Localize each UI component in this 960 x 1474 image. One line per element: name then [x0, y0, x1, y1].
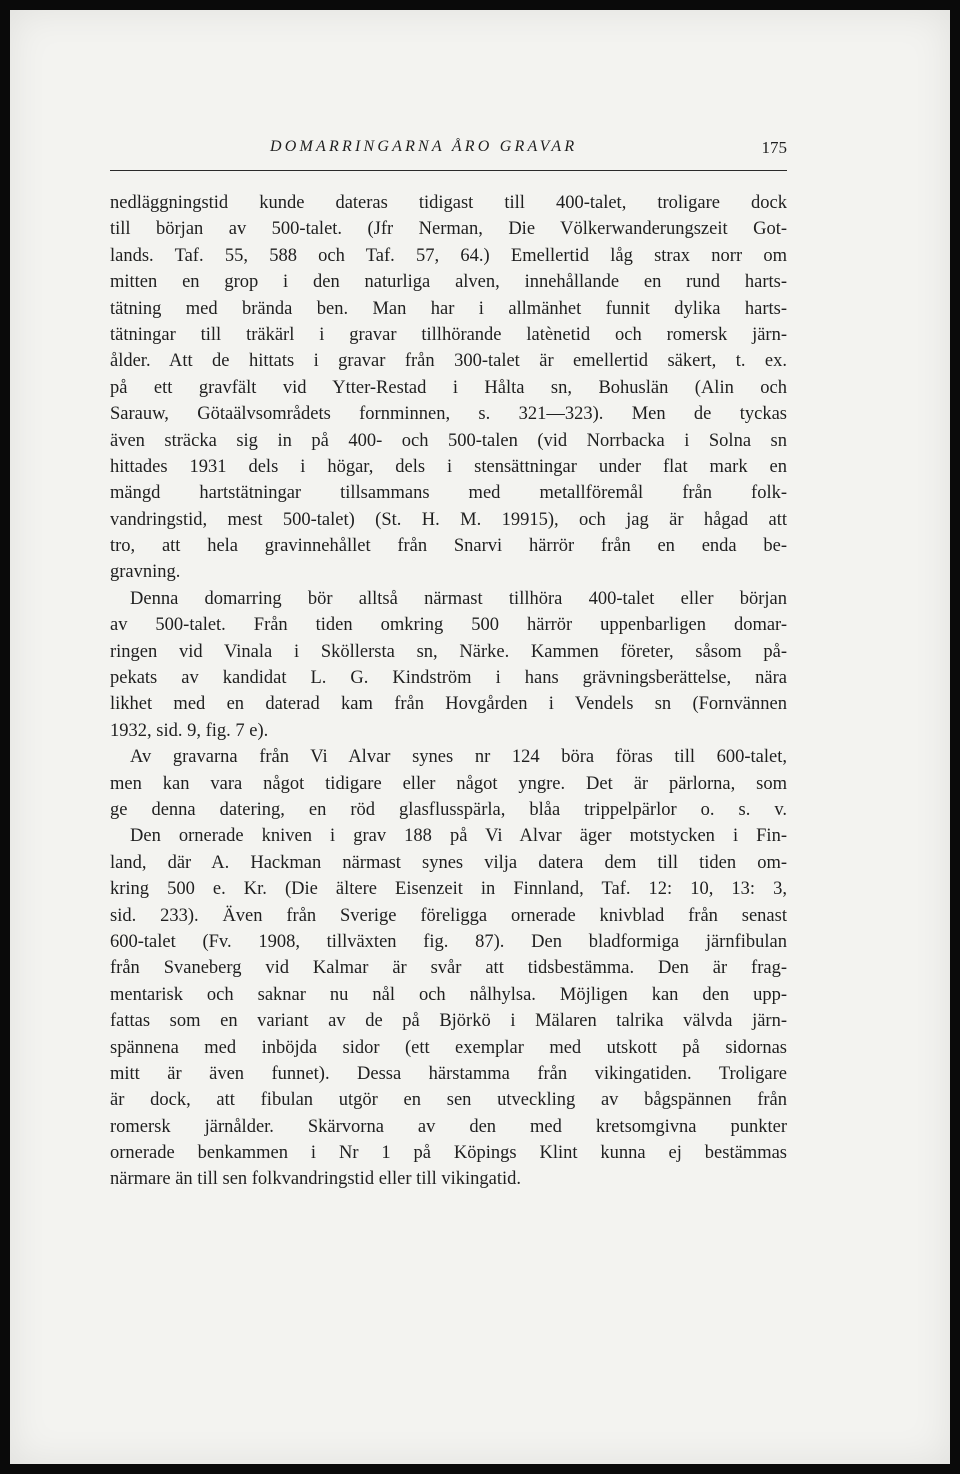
text-line: gravning. [110, 562, 181, 583]
text-line: även sträcka sig in på 400- och 500-talen (vid Norrbacka i Solna sn [110, 430, 787, 451]
text-line: ålder. Att de hittats i gravar från 300-talet är emellertid säkert, t. ex. [110, 351, 787, 372]
text-line: vandringstid, mest 500-talet) (St. H. M. 19915), och jag är hågad att [110, 509, 787, 530]
running-head: DOMARRINGARNA ÅRO GRAVAR [270, 138, 578, 155]
text-line: 1932, sid. 9, fig. 7 e). [110, 720, 269, 741]
page [10, 10, 950, 1464]
text-line: hittades 1931 dels i högar, dels i stensättningar under flat mark en [110, 456, 787, 477]
text-line: på ett gravfält vid Ytter-Restad i Hålta sn, Bohuslän (Alin och [110, 377, 787, 398]
text-line: mängd hartstätningar tillsammans med metallföremål från folk- [110, 483, 787, 504]
text-line: till början av 500-talet. (Jfr Nerman, Die Völkerwanderungszeit Got- [110, 219, 787, 240]
text-line: lands. Taf. 55, 588 och Taf. 57, 64.) Emellertid låg strax norr om [110, 245, 787, 266]
text-line: mitten en grop i den naturliga alven, innehållande en rund harts- [110, 272, 787, 293]
page-number: 175 [761, 138, 787, 157]
text-line: ringen vid Vinala i Sköllersta sn, Närke. Kammen företer, såsom på- [110, 641, 787, 662]
text-line: tätningar till träkärl i gravar tillhörande latènetid och romersk järn- [110, 324, 787, 345]
text-line: men kan vara något tidigare eller något yngre. Det är pärlorna, som [110, 773, 787, 794]
text-line: mentarisk och saknar nu nål och nålhylsa. Möjligen kan den upp- [110, 984, 787, 1005]
header-rule [110, 170, 787, 171]
text-line: likhet med en daterad kam från Hovgården i Vendels sn (Fornvännen [110, 694, 787, 715]
text-line: närmare än till sen folkvandringstid eller till vikingatid. [110, 1169, 522, 1190]
text-line: Sarauw, Götaälvsområdets fornminnen, s. 321—323). Men de tyckas [110, 404, 787, 425]
text-line: sid. 233). Även från Sverige föreligga ornerade knivblad från senast [110, 905, 787, 926]
text-line: från Svaneberg vid Kalmar är svår att tidsbestämma. Den är frag- [110, 958, 787, 979]
text-line: pekats av kandidat L. G. Kindström i hans grävningsberättelse, nära [110, 668, 787, 689]
text-line: nedläggningstid kunde dateras tidigast till 400-talet, troligare dock [110, 193, 787, 213]
text-line: Av gravarna från Vi Alvar synes nr 124 böra föras till 600-talet, [130, 747, 787, 768]
text-line: är dock, att fibulan utgör en sen utveckling av bågspännen från [110, 1090, 787, 1111]
text-line: Denna domarring bör alltså närmast tillhöra 400-talet eller början [130, 588, 787, 609]
text-line: fattas som en variant av de på Björkö i Mälaren talrika välvda järn- [110, 1011, 787, 1032]
text-line: spännena med inböjda sidor (ett exemplar med utskott på sidornas [110, 1037, 787, 1058]
text-line: ge denna datering, en röd glasflusspärla, blåa trippelpärlor o. s. v. [110, 799, 787, 820]
text-line: 600-talet (Fv. 1908, tillväxten fig. 87). Den bladformiga järnfibulan [110, 931, 787, 952]
text-line: av 500-talet. Från tiden omkring 500 härrör uppenbarligen domar- [110, 615, 787, 636]
text-line: ornerade benkammen i Nr 1 på Köpings Klint kunna ej bestämmas [110, 1143, 787, 1164]
text-line: land, där A. Hackman närmast synes vilja datera dem till tiden om- [110, 852, 787, 873]
text-line: tro, att hela gravinnehållet från Snarvi härrör från en enda be- [110, 536, 787, 557]
page-header [110, 138, 787, 168]
text-line: romersk järnålder. Skärvorna av den med kretsomgivna punkter [110, 1116, 787, 1137]
text-line: kring 500 e. Kr. (Die ältere Eisenzeit in Finnland, Taf. 12: 10, 13: 3, [110, 879, 787, 900]
body-text [110, 190, 787, 1193]
text-line: tätning med brända ben. Man har i allmänhet funnit dylika harts- [110, 298, 787, 319]
text-line: Den ornerade kniven i grav 188 på Vi Alvar äger motstycken i Fin- [130, 826, 787, 847]
text-line: mitt är även funnet). Dessa härstamma från vikingatiden. Troligare [110, 1063, 787, 1084]
